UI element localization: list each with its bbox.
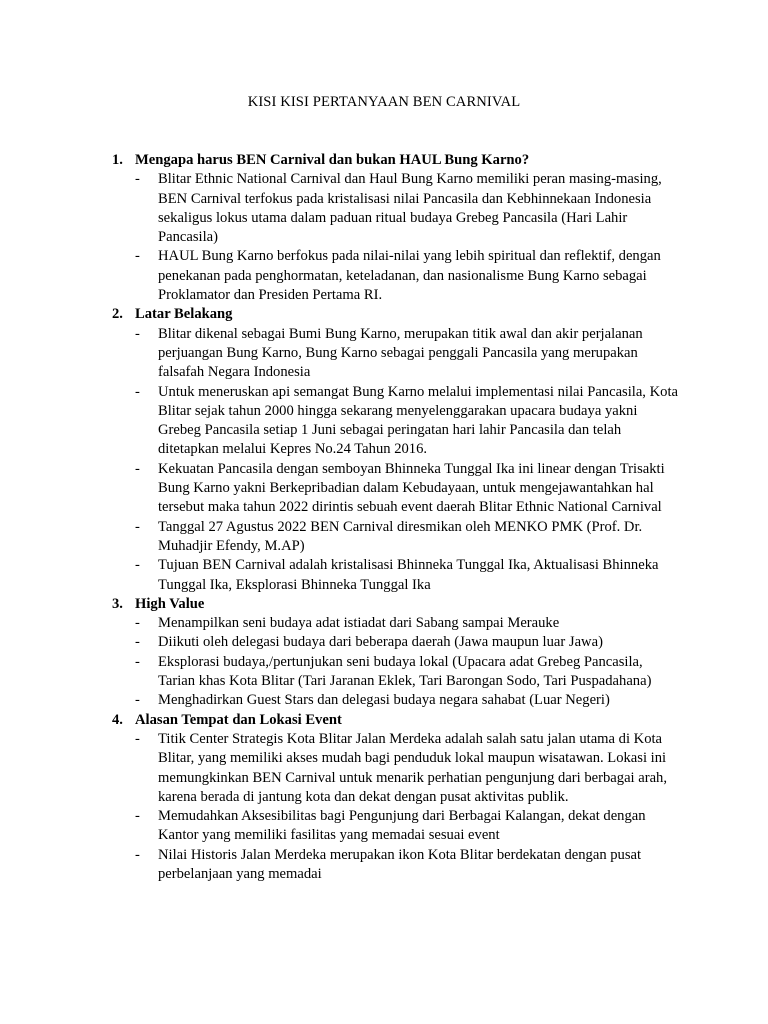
dash-marker: - <box>135 557 140 574</box>
dash-marker: - <box>135 846 140 863</box>
bullet-text: Kekuatan Pancasila dengan semboyan Bhinneka Tunggal Ika ini linear dengan Trisakti Bung Karno yakni Berkepribadian dalam Kebudayaan, untuk mengejawantahkan hal tersebut maka tahun 2022 dirintis sebuah event daerah Blitar Ethnic National Carnival <box>158 460 665 516</box>
bullet-item <box>135 691 682 710</box>
bullet-item <box>135 653 682 692</box>
bullet-item <box>135 556 682 595</box>
bullet-item <box>135 807 682 846</box>
bullet-text: Titik Center Strategis Kota Blitar Jalan Merdeka adalah salah satu jalan utama di Kota Blitar, yang memiliki akses mudah bagi penduduk lokal maupun wisatawan. Lokasi ini memungkinkan BEN Carnival untuk menarik perhatian pengunjung dari berbagai arah, karena berada di jantung kota dan dekat dengan pusat aktivitas publik. <box>158 730 668 805</box>
section-heading: Mengapa harus BEN Carnival dan bukan HAUL Bung Karno? <box>135 152 530 168</box>
bullet-item <box>135 325 682 383</box>
bullet-item <box>135 518 682 557</box>
bullet-text: Diikuti oleh delegasi budaya dari beberapa daerah (Jawa maupun luar Jawa) <box>158 634 603 651</box>
bullet-item <box>135 383 682 460</box>
dash-marker: - <box>135 383 140 400</box>
bullet-item <box>135 614 682 633</box>
bullet-text: Nilai Historis Jalan Merdeka merupakan ikon Kota Blitar berdekatan dengan pusat perbelanjaan yang memadai <box>158 846 642 882</box>
dash-marker: - <box>135 518 140 535</box>
dash-marker: - <box>135 634 140 651</box>
bullet-text: Eksplorasi budaya,/pertunjukan seni budaya lokal (Upacara adat Grebeg Pancasila, Tarian khas Kota Blitar (Tari Jaranan Eklek, Tari Barongan Sodo, Tari Puspadahana) <box>158 653 652 690</box>
dash-marker: - <box>135 808 140 825</box>
bullet-text: HAUL Bung Karno berfokus pada nilai-nilai yang lebih spiritual dan reflektif, dengan penekanan pada penghormatan, keteladanan, dan nasionalisme Bung Karno sebagai Proklamator dan Presiden Pertama RI. <box>158 248 661 304</box>
section-item <box>112 595 682 711</box>
section-item <box>112 151 682 305</box>
bullet-item <box>135 247 682 305</box>
bullet-list <box>135 614 682 710</box>
section-number: 1. <box>112 152 123 168</box>
dash-marker: - <box>135 692 140 709</box>
bullet-text: Tujuan BEN Carnival adalah kristalisasi Bhinneka Tunggal Ika, Aktualisasi Bhinneka Tunggal Ika, Eksplorasi Bhinneka Tunggal Ika <box>158 557 659 593</box>
section-item <box>112 711 682 885</box>
bullet-text: Menampilkan seni budaya adat istiadat dari Sabang sampai Merauke <box>158 615 560 632</box>
bullet-text: Blitar Ethnic National Carnival dan Haul Bung Karno memiliki peran masing-masing, BEN Carnival terfokus pada kristalisasi nilai Pancasila dan Kebhinnekaan Indonesia sekaligus lokus utama dalam paduan ritual budaya Grebeg Pancasila (Hari Lahir Pancasila) <box>158 171 662 246</box>
bullet-item <box>135 460 682 518</box>
dash-marker: - <box>135 615 140 632</box>
bullet-list <box>135 170 682 305</box>
bullet-item <box>135 633 682 652</box>
dash-marker: - <box>135 171 140 188</box>
bullet-item <box>135 730 682 807</box>
bullet-text: Blitar dikenal sebagai Bumi Bung Karno, merupakan titik awal dan akir perjalanan perjuangan Bung Karno, Bung Karno sebagai penggali Pancasila yang merupakan falsafah Negara Indonesia <box>158 325 643 381</box>
section-number: 4. <box>112 711 123 728</box>
dash-marker: - <box>135 730 140 747</box>
bullet-item <box>135 170 682 247</box>
bullet-text: Tanggal 27 Agustus 2022 BEN Carnival diresmikan oleh MENKO PMK (Prof. Dr. Muhadjir Efendy, M.AP) <box>158 518 643 554</box>
section-heading: Latar Belakang <box>135 306 233 323</box>
bullet-text: Untuk meneruskan api semangat Bung Karno melalui implementasi nilai Pancasila, Kota Blitar sejak tahun 2000 hingga sekarang menyelenggarakan upacara budaya yakni Grebeg Pancasila setiap 1 Juni sebagai peringatan hari lahir Pancasila dan telah ditetapkan melalui Kepres No.24 Tahun 2016. <box>158 383 678 458</box>
dash-marker: - <box>135 248 140 265</box>
document-title: KISI KISI PERTANYAAN BEN CARNIVAL <box>247 94 521 110</box>
dash-marker: - <box>135 460 140 477</box>
dash-marker: - <box>135 325 140 342</box>
section-heading: Alasan Tempat dan Lokasi Event <box>135 711 342 728</box>
bullet-text: Memudahkan Aksesibilitas bagi Pengunjung dari Berbagai Kalangan, dekat dengan Kantor yang memiliki fasilitas yang memadai sesuai event <box>158 808 646 844</box>
section-heading: High Value <box>135 595 205 612</box>
bullet-list <box>135 730 682 884</box>
bullet-item <box>135 846 682 885</box>
dash-marker: - <box>135 653 140 670</box>
section-number: 3. <box>112 595 123 612</box>
section-list <box>112 151 682 884</box>
section-number: 2. <box>112 306 123 323</box>
bullet-list <box>135 325 682 595</box>
bullet-text: Menghadirkan Guest Stars dan delegasi budaya negara sahabat (Luar Negeri) <box>158 692 610 709</box>
section-item <box>112 305 682 594</box>
